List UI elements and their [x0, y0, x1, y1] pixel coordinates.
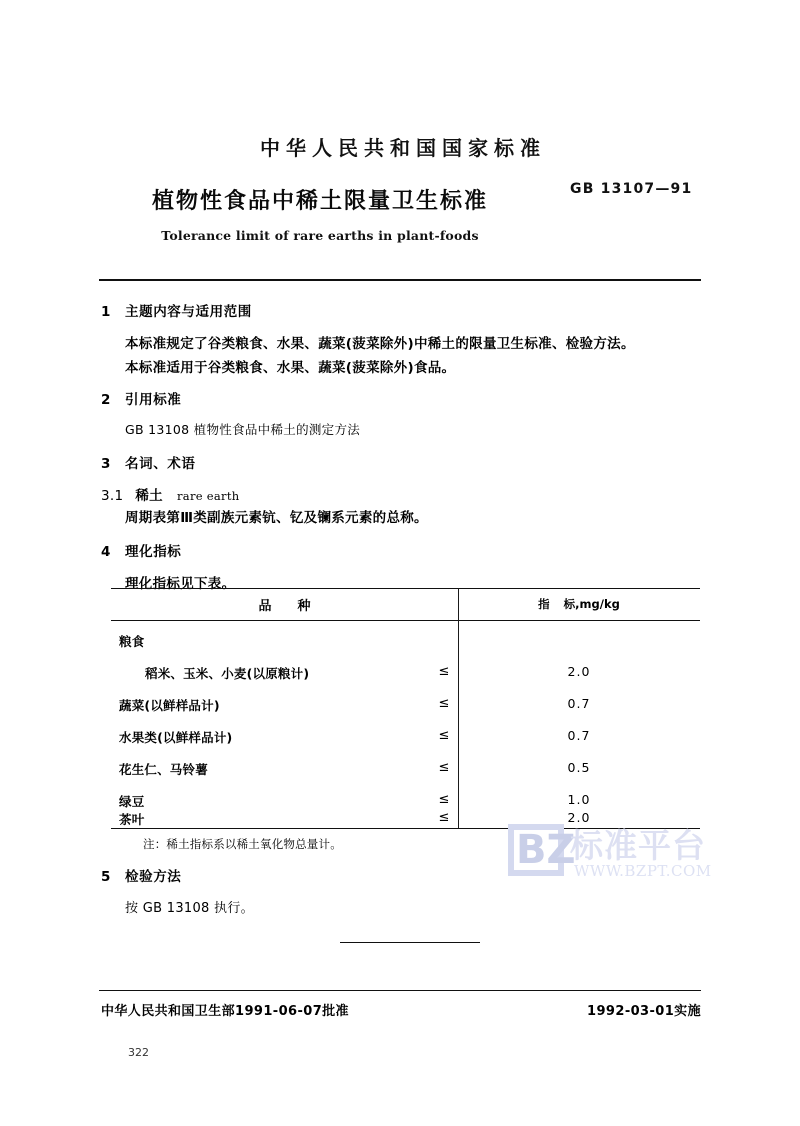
subsection-term-3-1: 稀土 [135, 488, 163, 504]
table-header-index-char-1: 指 [538, 597, 564, 611]
table-row-label: 蔬菜(以鲜样品计) [119, 698, 220, 713]
gb-standard-number: GB 13107—91 [570, 181, 693, 197]
section-number-3: 3 [101, 456, 111, 472]
page-number: 322 [128, 1046, 149, 1059]
watermark-brand-name: 标准平台 [570, 826, 706, 865]
section-title-1: 主题内容与适用范围 [125, 304, 252, 320]
section-heading-5 [101, 865, 181, 885]
referenced-standard-entry: GB 13108 植物性食品中稀土的测定方法 [125, 422, 361, 437]
table-row-label: 绿豆 [119, 794, 145, 809]
section-heading-3 [101, 452, 196, 472]
watermark-logo-frame [508, 824, 564, 876]
section-5-paragraph-1: 按 GB 13108 执行。 [125, 901, 254, 916]
national-standard-label: 中华人民共和国国家标准 [260, 136, 546, 160]
section-heading-2 [101, 388, 181, 408]
table-row-operator: ≤ [438, 664, 450, 679]
section-title-5: 检验方法 [125, 869, 182, 885]
watermark-url: WWW.BZPT.COM [574, 862, 712, 880]
section-number-1: 1 [101, 304, 111, 320]
table-row-operator: ≤ [438, 810, 450, 825]
table-row-operator: ≤ [438, 696, 450, 711]
footer-approval-text: 中华人民共和国卫生部1991-06-07批准 [101, 1004, 349, 1019]
table-bottom-rule [111, 828, 700, 829]
section-heading-4 [101, 540, 181, 560]
table-row-operator: ≤ [438, 760, 450, 775]
end-of-content-divider [340, 942, 480, 943]
table-row-value: 2.0 [567, 664, 591, 679]
section-number-4: 4 [101, 544, 111, 560]
table-row-value: 0.7 [567, 728, 591, 743]
table-header-product [111, 595, 458, 614]
section-title-3: 名词、术语 [125, 456, 196, 472]
section-title-4: 理化指标 [125, 544, 182, 560]
document-title: 植物性食品中稀土限量卫生标准 [151, 189, 488, 214]
table-top-rule [111, 588, 700, 589]
header-divider-rule [99, 279, 701, 281]
section-heading-1 [101, 300, 252, 320]
section-title-2: 引用标准 [125, 392, 182, 408]
table-row-label: 花生仁、马铃薯 [119, 762, 208, 777]
table-row-value: 2.0 [567, 810, 591, 825]
subsection-3-1 [101, 484, 239, 504]
table-row-operator: ≤ [438, 728, 450, 743]
table-row-label: 茶叶 [119, 812, 145, 827]
footer-divider-rule [99, 990, 701, 991]
footer-implementation-text: 1992-03-01实施 [587, 1004, 701, 1019]
table-row-label: 稻米、玉米、小麦(以原粮计) [145, 666, 310, 681]
document-subtitle-english: Tolerance limit of rare earths in plant-foods [161, 228, 479, 243]
table-group-label: 粮食 [119, 634, 145, 649]
section-number-5: 5 [101, 869, 111, 885]
section-4-paragraph-1: 理化指标见下表。 [125, 576, 236, 592]
subsection-3-1-definition: 周期表第Ⅲ类副族元素钪、钇及镧系元素的总称。 [125, 510, 428, 526]
section-1-paragraph-2: 本标准适用于谷类粮食、水果、蔬菜(菠菜除外)食品。 [125, 360, 456, 376]
subsection-number-3-1: 3.1 [101, 488, 124, 504]
table-header-index [458, 596, 700, 612]
section-number-2: 2 [101, 392, 111, 408]
table-header-product-char-1: 品 [258, 599, 298, 614]
table-header-product-char-2: 种 [297, 599, 337, 614]
table-header-index-unit: 标,mg/kg [563, 597, 620, 611]
table-row-operator: ≤ [438, 792, 450, 807]
table-row-value: 1.0 [567, 792, 591, 807]
subsection-term-english-3-1: rare earth [176, 489, 240, 503]
watermark-bz-icon: BZ [516, 827, 576, 873]
table-note: 注：稀土指标系以稀土氧化物总量计。 [143, 837, 342, 851]
table-row-value: 0.7 [567, 696, 591, 711]
section-1-paragraph-1: 本标准规定了谷类粮食、水果、蔬菜(菠菜除外)中稀土的限量卫生标准、检验方法。 [125, 336, 635, 352]
table-header-rule [111, 620, 700, 621]
table-row-value: 0.5 [567, 760, 591, 775]
table-row-label: 水果类(以鲜样品计) [119, 730, 233, 745]
